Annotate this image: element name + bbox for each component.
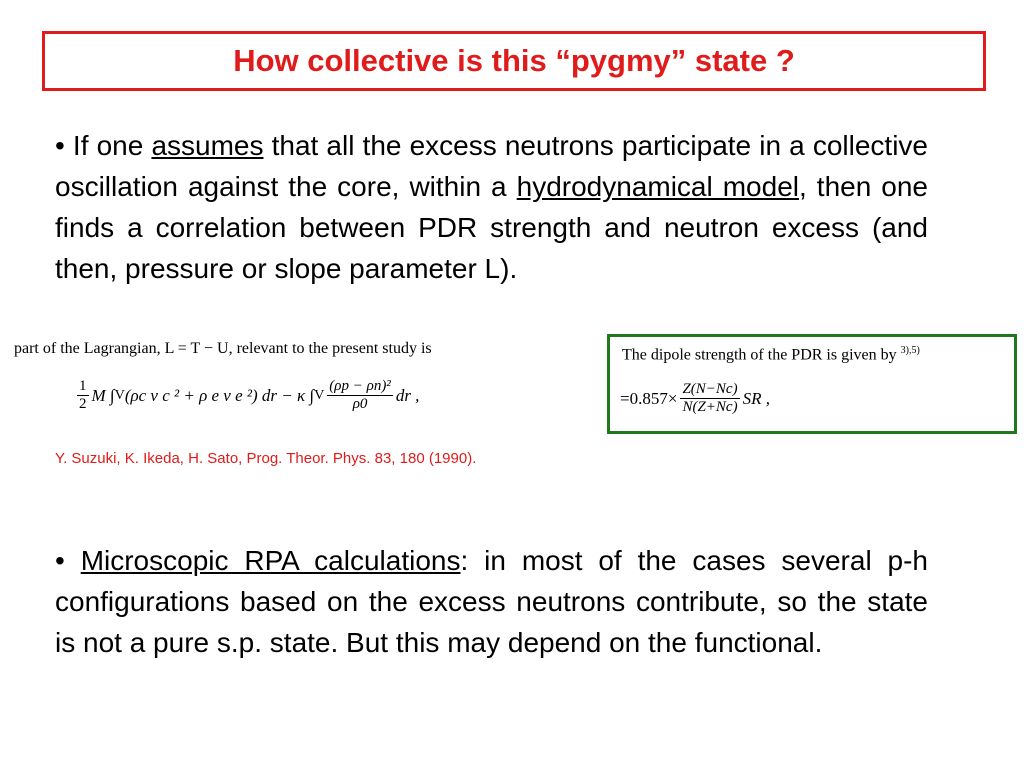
reference-citation: Y. Suzuki, K. Ikeda, H. Sato, Prog. Theor. Phys. 83, 180 (1990). — [55, 450, 477, 467]
lagrangian-intro: part of the Lagrangian, L = T − U, relevant to the present study is — [14, 340, 432, 357]
formula-term: c v c ² + ρ e v e ²) dr − κ ∫ — [138, 385, 315, 405]
dipole-suffix: SR , — [742, 388, 770, 408]
dipole-refs: 3),5) — [900, 345, 920, 356]
frac2-den: ρ0 — [352, 396, 368, 412]
paragraph-hydrodynamical — [55, 125, 928, 289]
title-box — [42, 31, 986, 91]
para2-text-after: : in most of the cases several p-h configurations based on the excess neutrons contribute, so the state is not a pure s.p. state. But this may depend on the functional. — [55, 545, 928, 658]
para1-text-after: , then one finds a correlation between PDR strength and neutron excess (and then, pressure or slope parameter L). — [55, 171, 929, 284]
assumes-link[interactable]: assumes — [151, 130, 264, 161]
frac-den: 2 — [79, 396, 87, 412]
density-fraction — [327, 378, 393, 413]
formula-body2: (ρ — [124, 385, 139, 405]
dipole-text: The dipole strength of the PDR is given by — [622, 346, 897, 364]
bullet: • — [55, 545, 65, 576]
lagrangian-formula — [74, 378, 419, 413]
rpa-calculations-link[interactable]: Microscopic RPA calculations — [80, 545, 461, 576]
dipole-den: N(Z+Nc) — [682, 399, 738, 415]
volume-sub-1: V — [114, 387, 125, 403]
formula-body1: M ∫ — [91, 385, 115, 405]
frac-num: 1 — [79, 378, 87, 394]
slide-title: How collective is this “pygmy” state ? — [233, 43, 795, 78]
frac2-num: (ρp − ρn)² — [329, 378, 391, 394]
hydrodynamical-model-link[interactable]: hydrodynamical model — [516, 171, 799, 202]
para1-text-before: If one — [64, 130, 152, 161]
bullet: • — [55, 130, 65, 161]
half-fraction — [77, 378, 89, 413]
dipole-fraction — [680, 381, 739, 416]
formula-tail: dr , — [395, 385, 420, 405]
para1-text-middle: that all the excess neutrons participate in a collective oscillation against the core, within a — [55, 130, 928, 202]
dipole-num: Z(N−Nc) — [682, 381, 738, 397]
lagrangian-excerpt — [14, 340, 574, 420]
dipole-prefix: =0.857× — [620, 388, 678, 408]
dipole-strength-box — [607, 334, 1017, 434]
dipole-formula — [620, 381, 770, 416]
dipole-title — [622, 345, 920, 364]
volume-sub-2: V — [314, 387, 325, 403]
paragraph-rpa — [55, 540, 928, 663]
